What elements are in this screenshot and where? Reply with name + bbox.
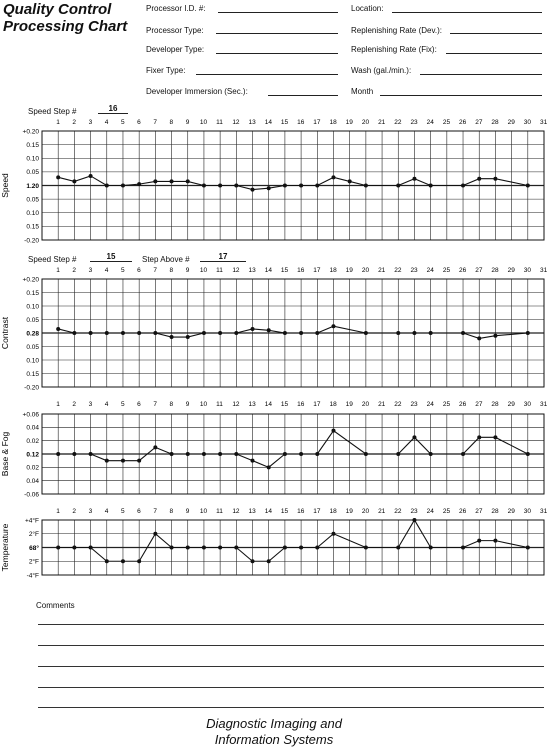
- base-fog-series-line: [58, 431, 528, 468]
- day-label: 30: [523, 119, 532, 126]
- speed-data-point: [348, 179, 352, 183]
- contrast-data-point: [493, 334, 497, 338]
- base-fog-data-point: [429, 452, 433, 456]
- day-label: 14: [264, 401, 272, 408]
- footer-line-1: Diagnostic Imaging and: [206, 716, 342, 731]
- contrast-data-point: [251, 327, 255, 331]
- y-tick-label: 0.15: [26, 141, 39, 149]
- day-label: 15: [280, 267, 289, 274]
- base-fog-data-point: [202, 452, 206, 456]
- contrast-data-point: [121, 331, 125, 335]
- day-label: 14: [264, 119, 272, 126]
- temperature-data-point: [283, 546, 287, 550]
- y-tick-label: 0.15: [26, 289, 39, 297]
- y-axis-title: Temperature: [0, 523, 10, 572]
- temperature-data-point: [105, 559, 109, 563]
- day-label: 13: [248, 508, 256, 515]
- base-fog-data-point: [72, 452, 76, 456]
- day-label: 26: [459, 401, 467, 408]
- day-label: 25: [442, 508, 451, 515]
- temperature-data-point: [493, 539, 497, 543]
- base-fog-data-point: [153, 445, 157, 449]
- comment-line[interactable]: [38, 687, 544, 688]
- y-tick-label: 0.10: [26, 357, 39, 365]
- day-label: 13: [248, 119, 256, 126]
- field-replenishing-fix: Replenishing Rate (Fix):: [351, 45, 437, 54]
- day-label: 7: [153, 508, 157, 515]
- day-label: 8: [169, 508, 174, 515]
- y-axis-title: Contrast: [0, 316, 10, 350]
- day-label: 6: [137, 508, 141, 515]
- day-label: 23: [410, 267, 418, 274]
- contrast-data-point: [364, 331, 368, 335]
- day-label: 26: [459, 267, 467, 274]
- y-tick-label: 0.05: [26, 196, 39, 204]
- day-label: 16: [297, 508, 305, 515]
- day-label: 14: [264, 267, 272, 274]
- base-fog-data-point: [283, 452, 287, 456]
- speed-data-point: [72, 179, 76, 183]
- day-label: 18: [329, 119, 337, 126]
- day-label: 2: [72, 119, 77, 126]
- footer-line-2: Information Systems: [214, 732, 334, 747]
- day-label: 8: [169, 401, 174, 408]
- base-fog-data-point: [105, 459, 109, 463]
- contrast-series-line: [58, 326, 528, 338]
- temperature-data-point: [299, 546, 303, 550]
- day-label: 29: [507, 119, 515, 126]
- day-label: 28: [491, 119, 499, 126]
- field-processor-type: Processor Type:: [146, 26, 204, 35]
- contrast-data-point: [137, 331, 141, 335]
- contrast-data-point: [315, 331, 319, 335]
- contrast-data-point: [283, 331, 287, 335]
- day-label: 20: [361, 267, 370, 274]
- base-fog-data-point: [526, 452, 530, 456]
- day-label: 24: [426, 119, 434, 126]
- step-above-label: Step Above #: [142, 255, 190, 264]
- temperature-series-line: [58, 520, 528, 561]
- speed-data-point: [202, 184, 206, 188]
- day-label: 2: [72, 508, 77, 515]
- y-tick-label: 0.05: [26, 169, 39, 177]
- base-fog-data-point: [315, 452, 319, 456]
- day-label: 21: [378, 119, 386, 126]
- contrast-data-point: [72, 331, 76, 335]
- base-fog-data-point: [331, 429, 335, 433]
- y-axis-title: Speed: [0, 173, 10, 198]
- speed-data-point: [170, 179, 174, 183]
- y-tick-label: -0.20: [24, 384, 39, 392]
- base-fog-data-point: [170, 452, 174, 456]
- speed-data-point: [526, 184, 530, 188]
- speed-data-point: [477, 177, 481, 181]
- comments-label: Comments: [36, 601, 75, 610]
- day-label: 16: [297, 119, 305, 126]
- day-label: 9: [185, 267, 190, 274]
- day-label: 28: [491, 508, 499, 515]
- speed-data-point: [251, 188, 255, 192]
- field-processor-id: Processor I.D. #:: [146, 4, 206, 13]
- day-label: 11: [216, 267, 223, 274]
- contrast-data-point: [396, 331, 400, 335]
- y-tick-label: +0.20: [22, 276, 39, 284]
- day-label: 15: [280, 119, 289, 126]
- day-label: 5: [120, 119, 125, 126]
- step-above-value: 17: [200, 252, 246, 262]
- base-fog-data-point: [218, 452, 222, 456]
- base-fog-data-point: [186, 452, 190, 456]
- day-label: 1: [56, 401, 60, 408]
- title-line-2: Processing Chart: [3, 18, 128, 35]
- day-label: 11: [216, 119, 223, 126]
- speed-data-point: [493, 177, 497, 181]
- day-label: 7: [153, 267, 157, 274]
- day-label: 10: [199, 508, 208, 515]
- day-label: 12: [232, 508, 240, 515]
- day-label: 10: [199, 267, 208, 274]
- day-label: 27: [475, 119, 483, 126]
- temperature-data-point: [202, 546, 206, 550]
- day-label: 31: [540, 267, 548, 274]
- field-replenishing-dev: Replenishing Rate (Dev.):: [351, 26, 443, 35]
- day-label: 4: [104, 401, 109, 408]
- day-label: 31: [540, 508, 548, 515]
- speed-data-point: [186, 179, 190, 183]
- day-label: 16: [297, 401, 305, 408]
- temperature-data-point: [526, 546, 530, 550]
- day-label: 1: [56, 267, 60, 274]
- day-label: 22: [394, 267, 402, 274]
- day-label: 6: [137, 119, 141, 126]
- day-label: 7: [153, 401, 157, 408]
- day-label: 11: [216, 508, 223, 515]
- contrast-data-point: [331, 324, 335, 328]
- contrast-data-point: [299, 331, 303, 335]
- base-fog-data-point: [461, 452, 465, 456]
- day-label: 15: [280, 508, 289, 515]
- base-fog-data-point: [251, 459, 255, 463]
- temperature-data-point: [477, 539, 481, 543]
- temperature-data-point: [89, 546, 93, 550]
- temperature-data-point: [429, 546, 433, 550]
- speed-data-point: [218, 184, 222, 188]
- contrast-data-point: [526, 331, 530, 335]
- day-label: 29: [507, 401, 515, 408]
- speed-step-label: Speed Step #: [28, 107, 77, 116]
- day-label: 12: [232, 119, 240, 126]
- day-label: 28: [491, 267, 499, 274]
- day-label: 1: [56, 119, 60, 126]
- contrast-data-point: [267, 328, 271, 332]
- day-label: 16: [297, 267, 305, 274]
- temperature-data-point: [153, 532, 157, 536]
- base-fog-data-point: [412, 435, 416, 439]
- field-wash: Wash (gal./min.):: [351, 66, 412, 75]
- speed-data-point: [153, 179, 157, 183]
- day-label: 23: [410, 401, 418, 408]
- contrast-data-point: [412, 331, 416, 335]
- temperature-data-point: [251, 559, 255, 563]
- speed-data-point: [137, 182, 141, 186]
- day-label: 22: [394, 119, 402, 126]
- speed-data-point: [234, 184, 238, 188]
- contrast-data-point: [218, 331, 222, 335]
- day-label: 14: [264, 508, 272, 515]
- speed-step-value: 16: [98, 104, 128, 114]
- field-month: Month: [351, 87, 374, 96]
- y-tick-label: 0.04: [26, 477, 39, 485]
- day-label: 25: [442, 401, 451, 408]
- speed-data-point: [121, 184, 125, 188]
- day-label: 18: [329, 401, 337, 408]
- day-label: 22: [394, 508, 402, 515]
- y-tick-label: 0.05: [26, 316, 39, 324]
- speed-data-point: [299, 184, 303, 188]
- y-axis-title: Base & Fog: [0, 431, 10, 477]
- field-developer-type: Developer Type:: [146, 45, 205, 54]
- comment-line[interactable]: [38, 666, 544, 667]
- y-tick-label: 0.05: [26, 343, 39, 351]
- y-tick-label: 0.10: [26, 303, 39, 311]
- contrast-data-point: [429, 331, 433, 335]
- temperature-data-point: [137, 559, 141, 563]
- contrast-data-point: [105, 331, 109, 335]
- day-label: 18: [329, 508, 337, 515]
- day-label: 6: [137, 267, 141, 274]
- day-label: 17: [313, 267, 321, 274]
- y-tick-label: -0.20: [24, 237, 39, 245]
- temperature-data-point: [267, 559, 271, 563]
- speed-data-point: [267, 186, 271, 190]
- temperature-data-point: [72, 546, 76, 550]
- speed-data-point: [56, 175, 60, 179]
- base-fog-data-point: [234, 452, 238, 456]
- temperature-data-point: [56, 546, 60, 550]
- day-label: 26: [459, 119, 467, 126]
- day-label: 21: [378, 508, 386, 515]
- day-label: 19: [345, 401, 353, 408]
- y-tick-label: 0.02: [26, 437, 39, 445]
- day-label: 5: [120, 508, 125, 515]
- temperature-data-point: [364, 546, 368, 550]
- temperature-data-point: [121, 559, 125, 563]
- base-fog-data-point: [56, 452, 60, 456]
- field-location: Location:: [351, 4, 384, 13]
- day-label: 26: [459, 508, 467, 515]
- contrast-speed-step-value: 15: [90, 252, 132, 262]
- day-label: 19: [345, 267, 353, 274]
- temperature-data-point: [461, 546, 465, 550]
- base-fog-data-point: [89, 452, 93, 456]
- day-label: 21: [378, 267, 386, 274]
- temperature-data-point: [396, 546, 400, 550]
- day-label: 30: [523, 508, 532, 515]
- temperature-data-point: [412, 518, 416, 522]
- y-tick-label: 0.04: [26, 424, 39, 432]
- base-fog-data-point: [299, 452, 303, 456]
- comment-line[interactable]: [38, 707, 544, 708]
- temperature-data-point: [315, 546, 319, 550]
- day-label: 27: [475, 508, 483, 515]
- base-fog-data-point: [493, 435, 497, 439]
- day-label: 1: [56, 508, 60, 515]
- day-label: 10: [199, 401, 208, 408]
- day-label: 3: [88, 267, 93, 274]
- day-label: 5: [120, 401, 125, 408]
- day-label: 9: [185, 508, 190, 515]
- base-fog-data-point: [137, 459, 141, 463]
- contrast-data-point: [202, 331, 206, 335]
- speed-data-point: [283, 184, 287, 188]
- field-fixer-type: Fixer Type:: [146, 66, 186, 75]
- day-label: 4: [104, 508, 109, 515]
- y-tick-label: 2°F: [28, 531, 39, 539]
- day-label: 8: [169, 119, 174, 126]
- day-label: 25: [442, 267, 451, 274]
- center-value-label: 1.20: [26, 182, 39, 190]
- contrast-data-point: [89, 331, 93, 335]
- contrast-data-point: [234, 331, 238, 335]
- center-value-label: 0.28: [26, 330, 39, 338]
- temperature-data-point: [218, 546, 222, 550]
- day-label: 17: [313, 119, 321, 126]
- y-tick-label: 0.15: [26, 223, 39, 231]
- day-label: 7: [153, 119, 157, 126]
- day-label: 24: [426, 401, 434, 408]
- day-label: 9: [185, 401, 190, 408]
- y-tick-label: +0.20: [22, 128, 39, 136]
- contrast-data-point: [477, 336, 481, 340]
- contrast-data-point: [186, 335, 190, 339]
- day-label: 2: [72, 401, 77, 408]
- day-label: 5: [120, 267, 125, 274]
- speed-data-point: [396, 184, 400, 188]
- day-label: 3: [88, 508, 93, 515]
- day-label: 22: [394, 401, 402, 408]
- temperature-data-point: [186, 546, 190, 550]
- footer: [0, 716, 548, 748]
- day-label: 20: [361, 119, 370, 126]
- day-label: 27: [475, 401, 483, 408]
- contrast-data-point: [153, 331, 157, 335]
- temperature-data-point: [170, 546, 174, 550]
- day-label: 27: [475, 267, 483, 274]
- day-label: 23: [410, 119, 418, 126]
- day-label: 23: [410, 508, 418, 515]
- base-fog-data-point: [477, 435, 481, 439]
- day-label: 29: [507, 267, 515, 274]
- speed-data-point: [89, 174, 93, 178]
- base-fog-data-point: [396, 452, 400, 456]
- day-label: 6: [137, 401, 141, 408]
- day-label: 31: [540, 119, 548, 126]
- speed-data-point: [105, 184, 109, 188]
- speed-data-point: [364, 184, 368, 188]
- base-fog-data-point: [121, 459, 125, 463]
- day-label: 9: [185, 119, 190, 126]
- day-label: 4: [104, 119, 109, 126]
- y-tick-label: -0.06: [24, 491, 39, 499]
- day-label: 18: [329, 267, 337, 274]
- day-label: 13: [248, 401, 256, 408]
- day-label: 17: [313, 508, 321, 515]
- day-label: 30: [523, 401, 532, 408]
- speed-series-line: [58, 176, 528, 190]
- center-value-label: 0.12: [26, 451, 39, 459]
- day-label: 3: [88, 119, 93, 126]
- day-label: 3: [88, 401, 93, 408]
- speed-data-point: [429, 184, 433, 188]
- base-fog-data-point: [364, 452, 368, 456]
- day-label: 20: [361, 401, 370, 408]
- contrast-data-point: [170, 335, 174, 339]
- y-tick-label: 0.10: [26, 155, 39, 163]
- field-developer-immersion: Developer Immersion (Sec.):: [146, 87, 248, 96]
- day-label: 4: [104, 267, 109, 274]
- day-label: 11: [216, 401, 223, 408]
- day-label: 24: [426, 267, 434, 274]
- y-tick-label: -4°F: [26, 572, 39, 580]
- day-label: 10: [199, 119, 208, 126]
- day-label: 24: [426, 508, 434, 515]
- contrast-data-point: [56, 327, 60, 331]
- base-fog-data-point: [267, 465, 271, 469]
- day-label: 30: [523, 267, 532, 274]
- day-label: 12: [232, 401, 240, 408]
- day-label: 29: [507, 508, 515, 515]
- temperature-data-point: [234, 546, 238, 550]
- y-tick-label: +0.06: [22, 411, 39, 419]
- speed-data-point: [412, 177, 416, 181]
- day-label: 2: [72, 267, 77, 274]
- day-label: 25: [442, 119, 451, 126]
- title-line-1: Quality Control: [3, 1, 112, 18]
- center-value-label: 68°: [29, 544, 39, 552]
- speed-data-point: [315, 184, 319, 188]
- speed-data-point: [461, 184, 465, 188]
- y-tick-label: 0.15: [26, 370, 39, 378]
- day-label: 17: [313, 401, 321, 408]
- comment-line[interactable]: [38, 645, 544, 646]
- day-label: 15: [280, 401, 289, 408]
- contrast-speed-step-label: Speed Step #: [28, 255, 77, 264]
- day-label: 21: [378, 401, 386, 408]
- y-tick-label: +4°F: [25, 517, 39, 525]
- day-label: 13: [248, 267, 256, 274]
- day-label: 8: [169, 267, 174, 274]
- y-tick-label: 2°F: [28, 558, 39, 566]
- day-label: 20: [361, 508, 370, 515]
- day-label: 19: [345, 508, 353, 515]
- day-label: 28: [491, 401, 499, 408]
- day-label: 31: [540, 401, 548, 408]
- y-tick-label: 0.02: [26, 464, 39, 472]
- contrast-data-point: [461, 331, 465, 335]
- comment-line[interactable]: [38, 624, 544, 625]
- day-label: 12: [232, 267, 240, 274]
- y-tick-label: 0.10: [26, 210, 39, 218]
- speed-data-point: [331, 175, 335, 179]
- day-label: 19: [345, 119, 353, 126]
- temperature-data-point: [331, 532, 335, 536]
